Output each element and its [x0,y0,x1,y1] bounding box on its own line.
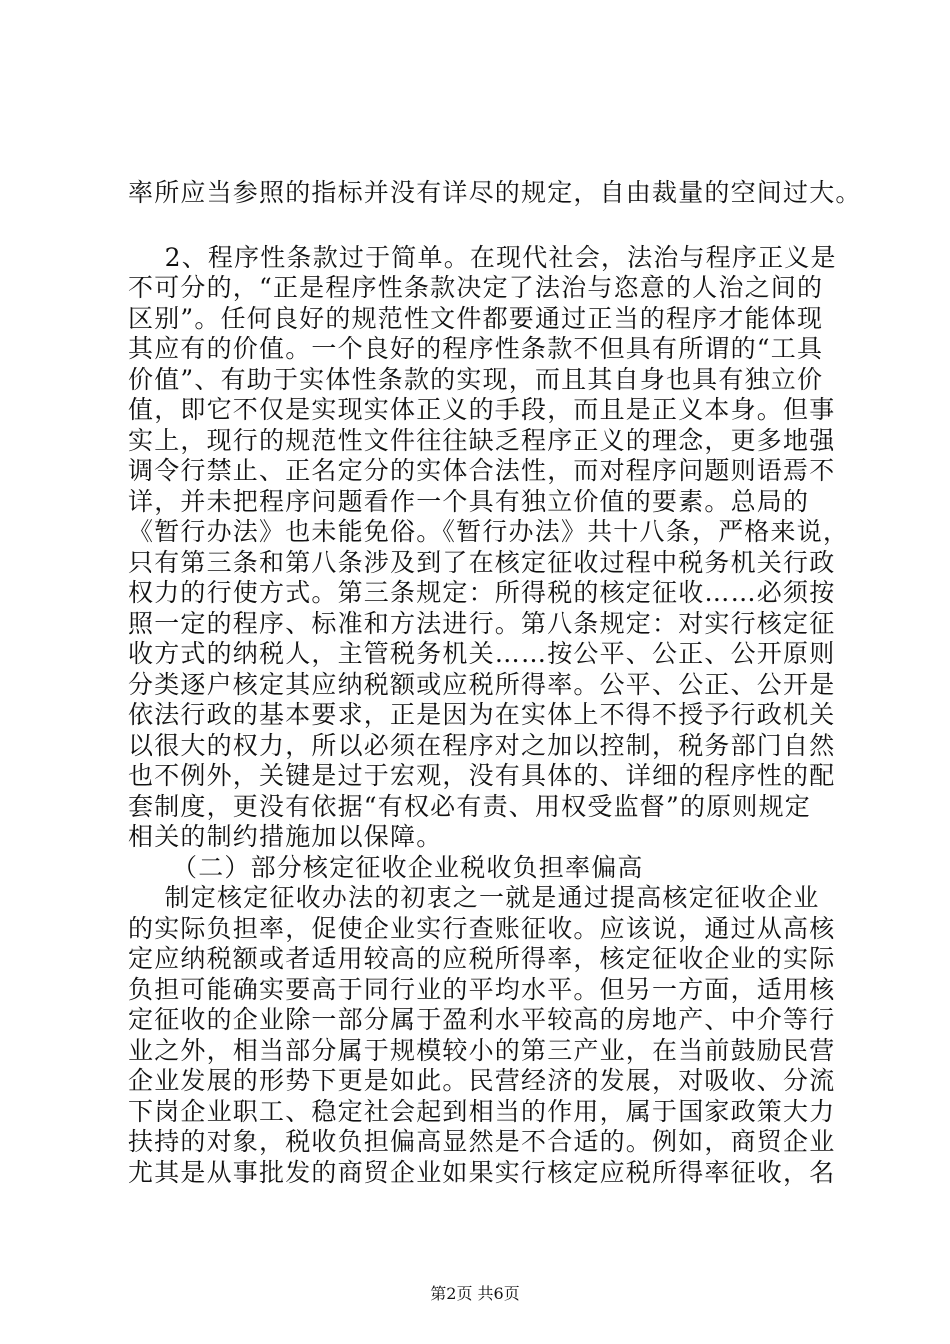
text-line: 以很大的权力，所以必须在程序对之加以控制，税务部门自然 [128,730,836,760]
text-line: 2、程序性条款过于简单。在现代社会，法治与程序正义是 [128,242,837,272]
text-line: 企业发展的形势下更是如此。民营经济的发展，对吸收、分流 [128,1066,836,1095]
paragraph-gap [128,209,838,243]
text-line: 依法行政的基本要求，正是因为在实体上不得不授予行政机关 [128,700,836,729]
text-line: 的实际负担率，促使企业实行查账征收。应该说，通过从高核 [128,913,836,943]
text-line: 调令行禁止、正名定分的实体合法性，而对程序问题则语焉不 [128,456,836,485]
text-line: 《暂行办法》也未能免俗。《暂行办法》共十八条，严格来说， [128,517,850,546]
text-line: 照一定的程序、标准和方法进行。第八条规定：对实行核定征 [128,608,836,638]
text-line: 详，并未把程序问题看作一个具有独立价值的要素。总局的 [128,486,810,516]
text-line: 权力的行使方式。第三条规定：所得税的核定征收……必须按 [128,578,836,607]
text-line: 定征收的企业除一部分属于盈利水平较高的房地产、中介等行 [128,1005,836,1034]
text-line: 值，即它不仅是实现实体正义的手段，而且是正义本身。但事 [128,395,836,424]
text-line: 负担可能确实要高于同行业的平均水平。但另一方面，适用核 [128,974,836,1004]
text-line: 区别”。任何良好的规范性文件都要通过正当的程序才能体现 [128,303,824,333]
section-heading: （二）部分核定征收企业税收负担率偏高 [172,852,644,882]
page-number-footer: 第2页 共6页 [430,1284,520,1303]
text-line: 只有第三条和第八条涉及到了在核定征收过程中税务机关行政 [128,547,836,577]
text-line: 率所应当参照的指标并没有详尽的规定，自由裁量的空间过大。 [128,178,862,207]
paragraph-tax-burden [128,883,838,1188]
document-body [128,178,862,1188]
text-line: 相关的制约措施加以保障。 [128,822,443,851]
text-line: 收方式的纳税人，主管税务机关……按公平、公正、公开原则 [128,639,836,668]
text-line: 制定核定征收办法的初衷之一就是通过提高核定征收企业 [128,883,820,912]
text-line: 也不例外，关键是过于宏观，没有具体的、详细的程序性的配 [128,761,836,790]
text-line: 价值”、有助于实体性条款的实现，而且其自身也具有独立价 [128,364,824,394]
text-line: 套制度，更没有依据“有权必有责、用权受监督”的原则规定 [128,791,811,821]
text-line: 业之外，相当部分属于规模较小的第三产业，在当前鼓励民营 [128,1035,836,1065]
text-line: 其应有的价值。一个良好的程序性条款不但具有所谓的“工具 [128,334,824,363]
paragraph-procedural-clauses [128,242,850,853]
text-line: 定应纳税额或者适用较高的应税所得率，核定征收企业的实际 [128,944,836,973]
text-line: 下岗企业职工、稳定社会起到相当的作用，属于国家政策大力 [128,1096,836,1126]
text-line: 分类逐户核定其应纳税额或应税所得率。公平、公正、公开是 [128,669,836,699]
text-line: 尤其是从事批发的商贸企业如果实行核定应税所得率征收，名 [128,1157,836,1187]
text-line: 不可分的，“正是程序性条款决定了法治与恣意的人治之间的 [128,273,824,302]
text-line: 扶持的对象，税收负担偏高显然是不合适的。例如，商贸企业 [128,1127,836,1156]
text-line: 实上，现行的规范性文件往往缺乏程序正义的理念，更多地强 [128,425,836,455]
